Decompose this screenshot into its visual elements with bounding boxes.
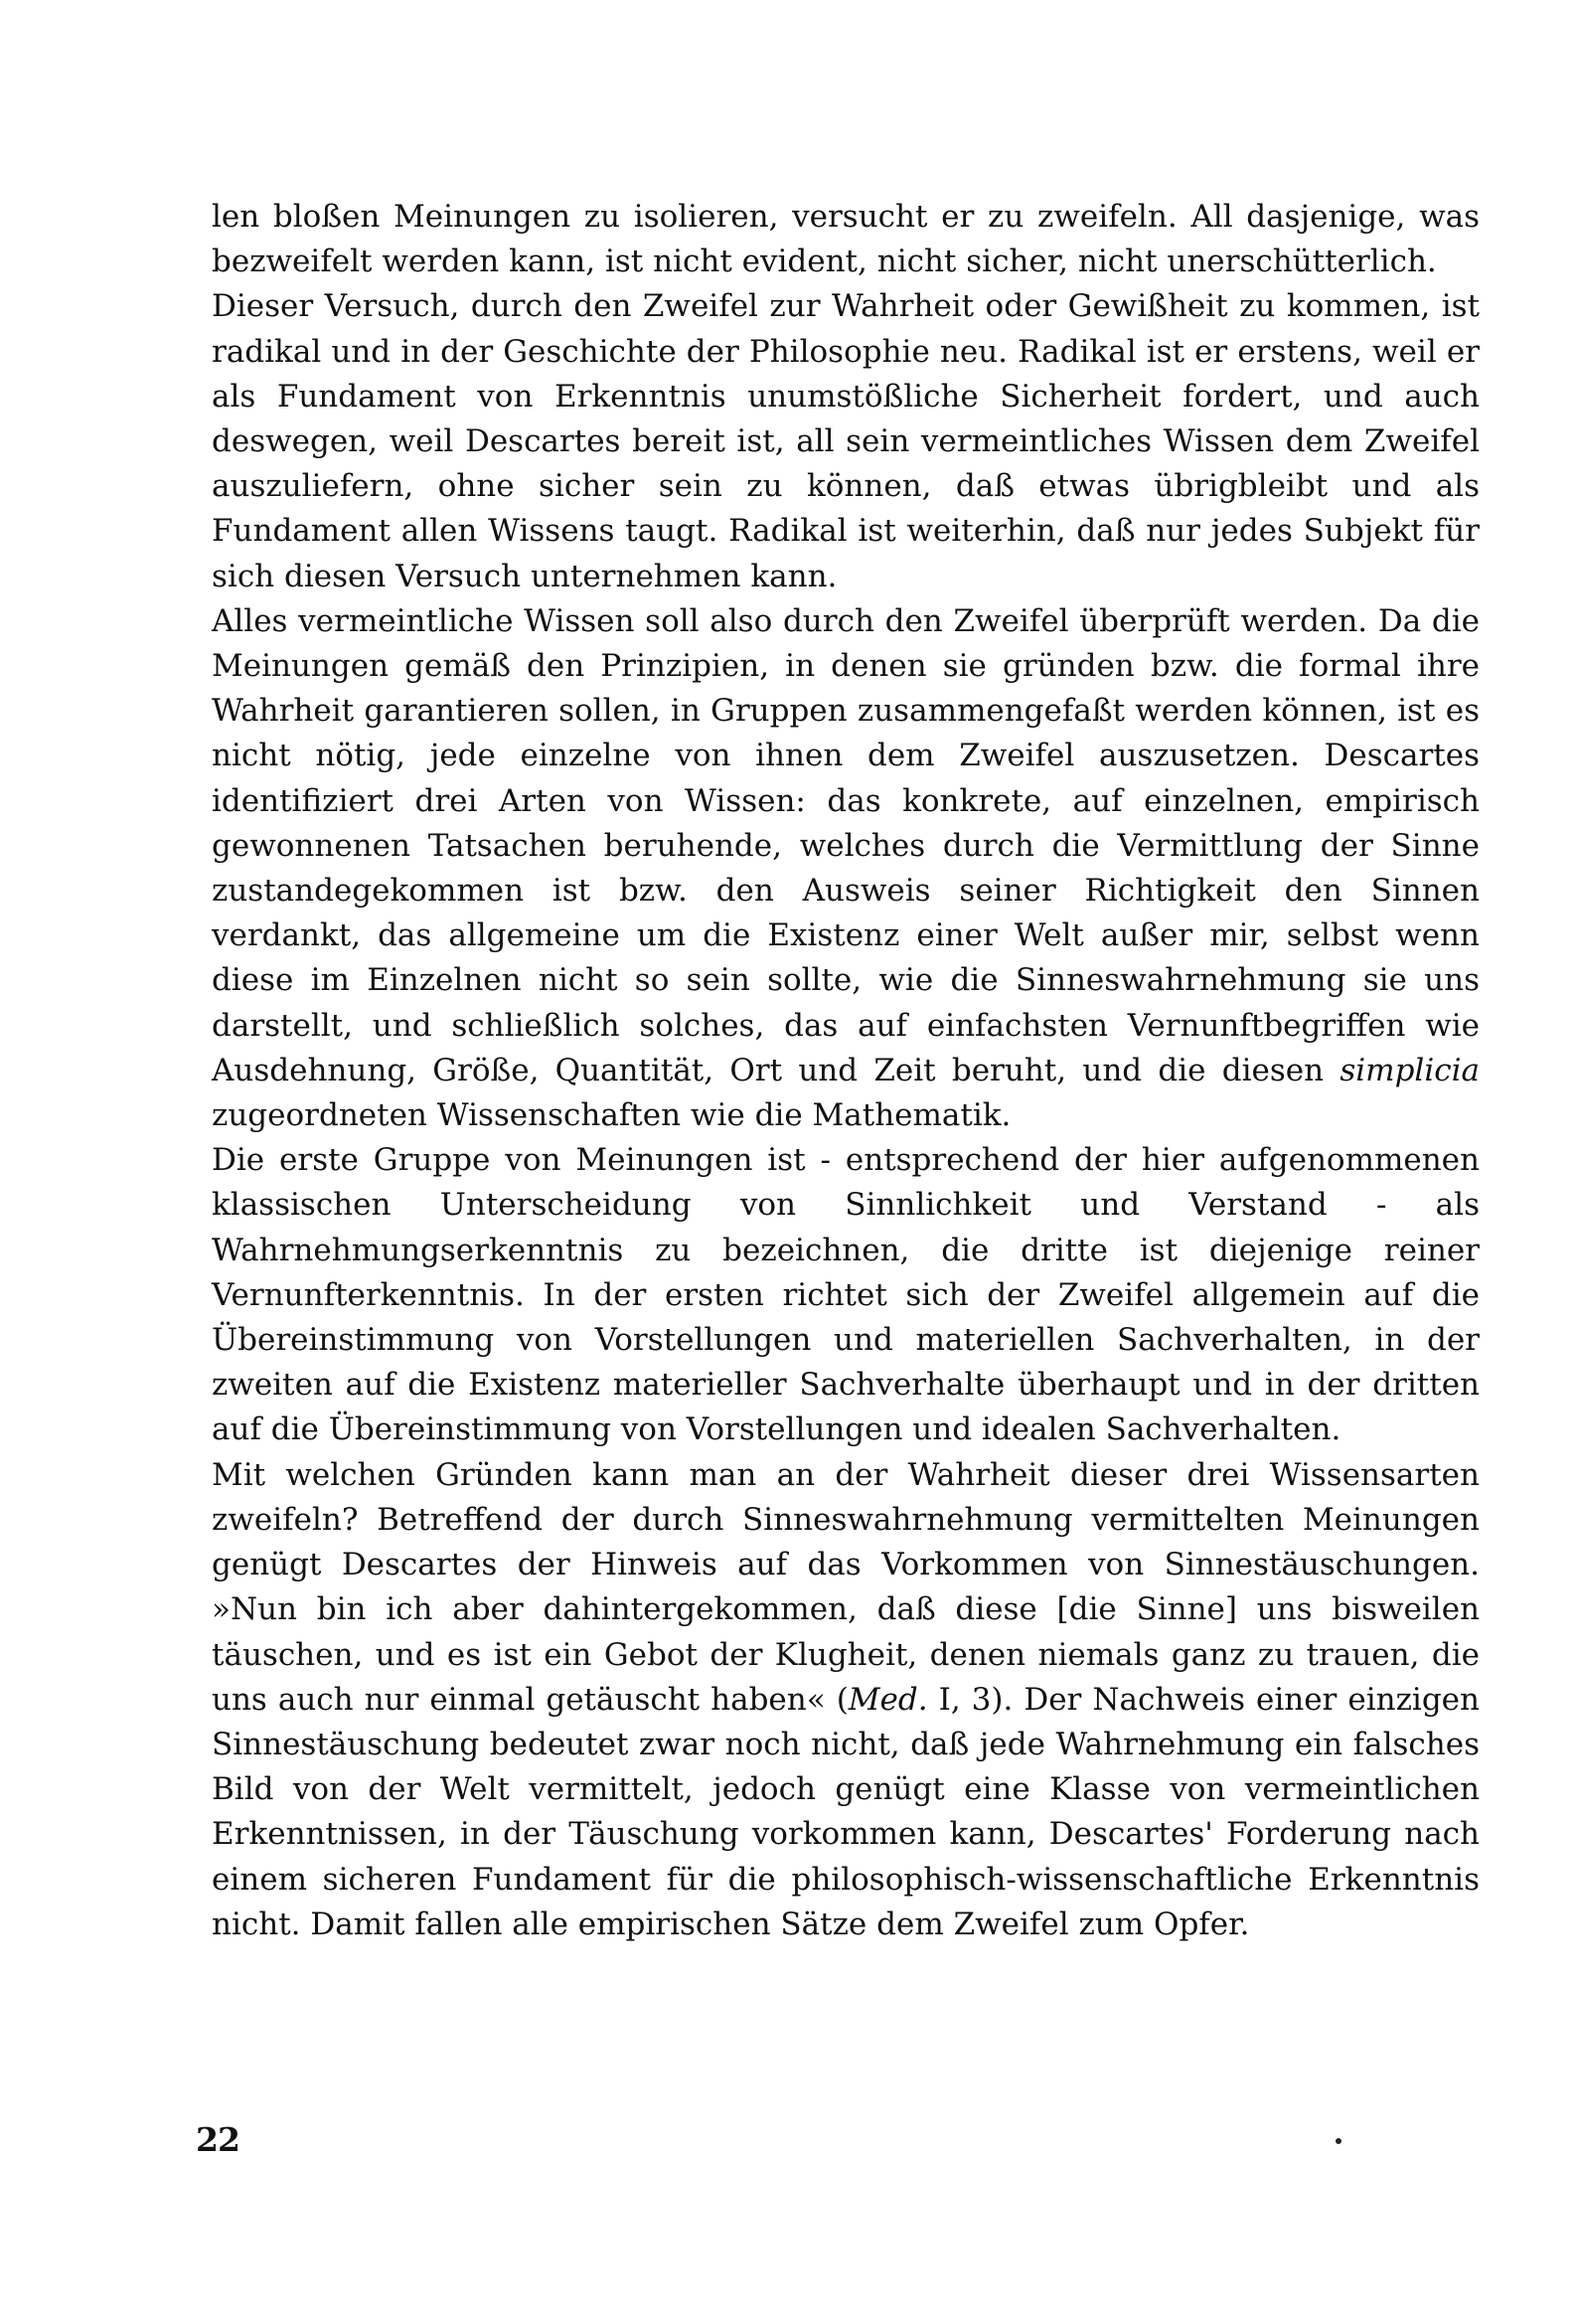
paragraph-2: Dieser Versuch, durch den Zweifel zur Wahrheit oder Gewißheit zu kommen, ist radikal und in der Geschichte der Philosophie neu. Radikal ist er erstens, weil er als Fundament von Erkenntnis unumstößliche Sicherheit fordert, und auch deswegen, weil Descartes bereit ist, all sein vermeintliches Wissen dem Zweifel auszuliefern, ohne sicher sein zu können, daß etwas übrigbleibt und als Fundament allen Wissens taugt. Radikal ist weiterhin, daß nur jedes Subjekt für sich diesen Versuch unternehmen kann. — [212, 288, 1480, 594]
paragraph-3-text-end: zugeordneten Wissenschaften wie die Mathematik. — [212, 1097, 1012, 1134]
paragraph-5-text-start: Mit welchen Gründen kann man an der Wahrheit dieser drei Wissensarten zweifeln? Betreffend der durch Sinneswahrnehmung vermittelten Meinungen genügt Descartes der Hinweis auf das Vorkommen von Sinnestäuschungen. »Nun bin ich aber dahintergekommen, daß diese [die Sinne] uns bisweilen täuschen, und es ist ein Gebot der Klugheit, denen niemals ganz zu trauen, die uns auch nur einmal getäuscht haben« ( — [212, 1456, 1480, 1718]
paragraph-5 — [212, 1453, 1480, 1947]
paragraph-5-text-end: I, 3). Der Nachweis einer einzigen Sinnestäuschung bedeutet zwar noch nicht, daß jede Wahrnehmung ein falsches Bild von der Welt vermittelt, jedoch genügt eine Klasse von vermeintlichen Erkenntnissen, in der Täuschung vorkommen kann, Descartes' Forderung nach einem sicheren Fundament für die philosophisch-wissenschaftliche Erkenntnis nicht. Damit fallen alle empirischen Sätze dem Zweifel zum Opfer. — [212, 1681, 1480, 1942]
paragraph-1: len bloßen Meinungen zu isolieren, versucht er zu zweifeln. All dasjenige, was bezweifelt werden kann, ist nicht evident, nicht sicher, nicht unerschütterlich. — [212, 199, 1480, 280]
paragraph-5-emphasis: Med. — [848, 1681, 928, 1718]
paragraph-3-emphasis: simplicia — [1340, 1052, 1480, 1088]
ink-speck — [1336, 2138, 1341, 2144]
paragraph-3 — [212, 599, 1480, 1138]
body-text — [212, 195, 1480, 1947]
page-number: 22 — [196, 2120, 239, 2159]
paragraph-3-text-start: Alles vermeintliche Wissen soll also durch den Zweifel überprüft werden. Da die Meinungen gemäß den Prinzipien, in denen sie gründen bzw. die formal ihre Wahrheit garantieren sollen, in Gruppen zusammengefaßt werden können, ist es nicht nötig, jede einzelne von ihnen dem Zweifel auszusetzen. Descartes identifiziert drei Arten von Wissen: das konkrete, auf einzelnen, empirisch gewonnenen Tatsachen beruhende, welches durch die Vermittlung der Sinne zustandegekommen ist bzw. den Ausweis seiner Richtigkeit den Sinnen verdankt, das allgemeine um die Existenz einer Welt außer mir, selbst wenn diese im Einzelnen nicht so sein sollte, wie die Sinneswahrnehmung sie uns darstellt, und schließlich solches, das auf einfachsten Vernunftbegriffen wie Ausdehnung, Größe, Quantität, Ort und Zeit beruht, und die diesen — [212, 602, 1480, 1088]
paragraph-4: Die erste Gruppe von Meinungen ist - entsprechend der hier aufgenommenen klassischen Unterscheidung von Sinnlichkeit und Verstand - als Wahrnehmungserkenntnis zu bezeichnen, die dritte ist diejenige reiner Vernunfterkenntnis. In der ersten richtet sich der Zweifel allgemein auf die Übereinstimmung von Vorstellungen und materiellen Sachverhalten, in der zweiten auf die Existenz materieller Sachverhalte überhaupt und in der dritten auf die Übereinstimmung von Vorstellungen und idealen Sachverhalten. — [212, 1142, 1480, 1448]
